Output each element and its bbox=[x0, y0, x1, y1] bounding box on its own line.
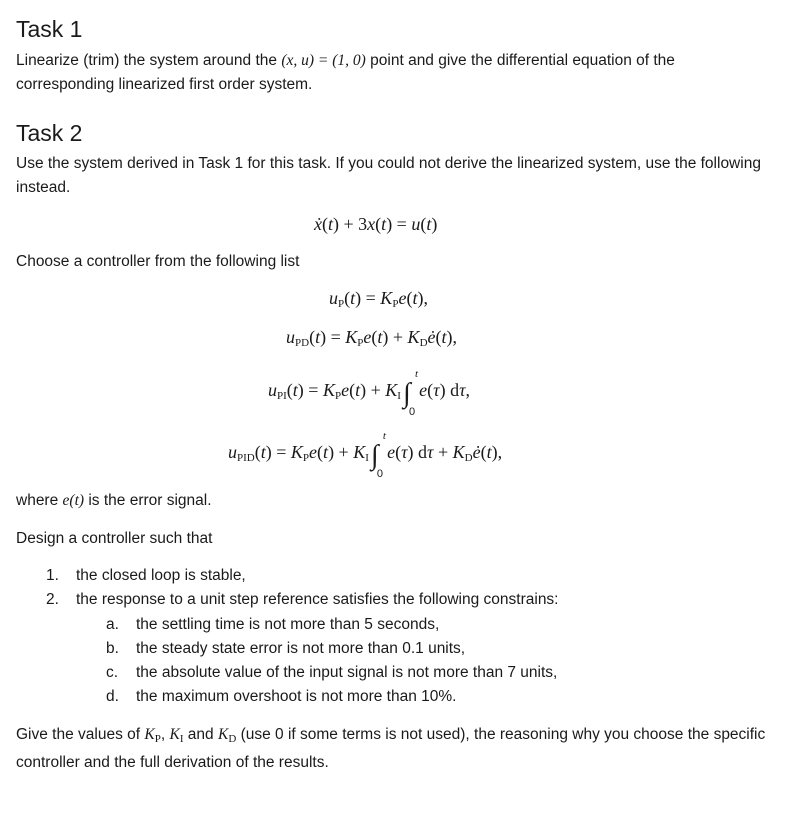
controller-pi: uPI(t) = KPe(t) + KI∫ t 0 e(τ) dτ, bbox=[268, 368, 471, 418]
choose-text: Choose a controller from the following list bbox=[16, 253, 300, 270]
task1-heading: Task 1 bbox=[16, 16, 83, 42]
list-item: a. the settling time is not more than 5 seconds, bbox=[106, 616, 440, 633]
list-item: 2. the response to a unit step reference satisfies the following constrains: bbox=[46, 591, 559, 608]
list-item: d. the maximum overshoot is not more than 10%. bbox=[106, 688, 457, 705]
task1-text-after: point and give the differential equation of the corresponding linearized first order system. bbox=[16, 52, 675, 93]
where-before: where bbox=[16, 492, 63, 509]
where-math: e(t) bbox=[62, 492, 85, 509]
design-text: Design a controller such that bbox=[16, 530, 213, 547]
task2-intro: Use the system derived in Task 1 for this task. If you could not derive the linearized system, use the following instead. bbox=[16, 155, 761, 196]
constraints-list bbox=[100, 613, 557, 709]
controller-p: uP(t) = KPe(t), bbox=[329, 288, 428, 310]
task1-text-before: Linearize (trim) the system around the bbox=[16, 52, 282, 69]
list-item: b. the steady state error is not more than 0.1 units, bbox=[106, 640, 466, 657]
controller-pid: uPID(t) = KPe(t) + KI∫ t 0 e(τ) dτ + KDė(t), bbox=[228, 430, 503, 480]
system-equation: ẋ(t) + 3x(t) = u(t) bbox=[314, 214, 438, 234]
controller-pd: uPD(t) = KPe(t) + KDė(t), bbox=[286, 327, 458, 349]
final-instructions: Give the values of KP, KI and KD (use 0 if some terms is not used), the reasoning why you choose the specific controller and the full derivation of the results. bbox=[16, 726, 766, 771]
requirements-list bbox=[40, 564, 559, 612]
where-text bbox=[16, 489, 776, 513]
task2-heading: Task 2 bbox=[16, 120, 83, 146]
list-item: c. the absolute value of the input signal is not more than 7 units, bbox=[106, 664, 558, 681]
task1-point-math: (x, u) = (1, 0) bbox=[281, 52, 366, 69]
where-after: is the error signal. bbox=[84, 492, 212, 509]
list-item: 1. the closed loop is stable, bbox=[46, 567, 246, 584]
task1-description bbox=[16, 49, 776, 97]
